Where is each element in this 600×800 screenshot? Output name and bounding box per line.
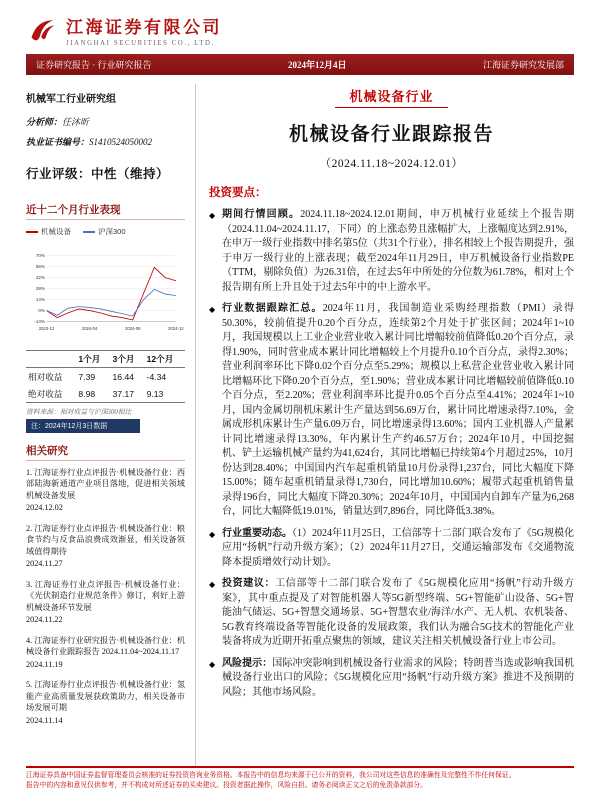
svg-text:56%: 56%	[35, 264, 45, 270]
machinery-series-swatch-icon	[26, 231, 38, 233]
report-title: 机械设备行业跟踪报告	[288, 124, 494, 145]
diamond-bullet-icon: ◆	[209, 211, 216, 220]
bullet-risk-warning	[209, 657, 574, 701]
legend-item-hs300	[83, 226, 126, 237]
svg-text:28%: 28%	[35, 286, 45, 292]
svg-text:0%: 0%	[38, 308, 45, 314]
svg-text:2024-04: 2024-04	[81, 325, 98, 331]
company-logo-row	[26, 13, 574, 47]
main-content	[196, 84, 574, 766]
performance-section-title: 近十二个月行业表现	[26, 202, 185, 220]
disclaimer-line-2: 报告中的内容和意见仅供参考，并不构成对所述证券的买卖建议。投资者据此操作，风险自担。请务必阅读正文之后的免责条款部分。	[26, 782, 428, 790]
performance-table	[26, 350, 185, 403]
related-item-title: 江海证券行业点评报告·机械设备行业：《光伏制造行业规范条件》修订，利好上游机械设备环节发展	[26, 579, 185, 612]
table-header-3m: 3个月	[111, 351, 145, 368]
bullet-industry-news	[209, 527, 574, 571]
related-item-num: 2.	[26, 523, 33, 533]
related-item-date: 2024.11.19	[26, 659, 63, 669]
related-research-title: 相关研究	[26, 443, 185, 461]
license-number: S1410524050002	[89, 137, 153, 147]
svg-text:70%: 70%	[35, 253, 45, 259]
bullet-lead: 行业数据跟踪汇总。	[222, 303, 323, 314]
bullet-text: 国际冲突影响到机械设备行业需求的风险；特朗普当选或影响我国机械设备行业出口的风险；《5G规模化应用“扬帆”行动升级方案》推进不及预期的风险；其他市场风险。	[222, 657, 575, 698]
sidebar	[26, 84, 196, 766]
table-row	[26, 368, 185, 386]
row-label-absolute: 绝对收益	[26, 385, 76, 403]
bullet-text: （1）2024年11月25日，工信部等十二部门联合发布了《5G规模化应用“扬帆”行动升级方案》；（2）2024年11月27日，交通运输部发布《交通物流降本提质增效行动计划》。	[222, 527, 574, 568]
relative-3m: 16.44	[112, 371, 135, 382]
row-label-relative: 相对收益	[28, 371, 63, 382]
key-points-title: 投资要点：	[209, 187, 267, 199]
content-area	[26, 84, 574, 766]
relative-12m: -4.34	[146, 371, 167, 382]
report-type-label: 证券研究报告 · 行业研究报告	[36, 60, 152, 70]
legend-label-machinery: 机械设备	[41, 227, 71, 236]
related-item-date: 2024.11.14	[26, 715, 63, 725]
related-item-date: 2024.11.27	[26, 559, 63, 569]
performance-chart	[26, 239, 185, 345]
related-item-title: 江海证券行业点评报告·机械设备行业：西部陆海新通道产业项目落地，促进相关领域机械设备发展	[26, 468, 186, 500]
absolute-3m: 37.17	[111, 385, 145, 403]
disclaimer-line-1: 江海证券具备中国证券监督管理委员会核准的证券投资咨询业务资格。本报告中的信息均来源于已公开的资料，我公司对这些信息的准确性及完整性不作任何保证。	[26, 771, 516, 779]
analyst-row	[26, 115, 185, 128]
report-type-bar	[26, 54, 574, 75]
rating-value: 中性（维持）	[91, 167, 170, 181]
svg-text:2023-12: 2023-12	[38, 325, 55, 331]
related-item-num: 1.	[26, 468, 33, 477]
bullet-investment-advice	[209, 577, 574, 650]
research-dept-label: 江海证券研究发展部	[482, 60, 564, 70]
table-header-blank	[26, 351, 76, 368]
diamond-bullet-icon: ◆	[209, 580, 216, 589]
related-item	[26, 523, 185, 570]
diamond-bullet-icon: ◆	[209, 659, 216, 669]
industry-label: 机械设备行业	[335, 89, 447, 108]
bullet-text: 工信部等十二部门联合发布了《5G规模化应用“扬帆”行动升级方案》，其中重点提及了对智能机器人等5G新型终端、5G+智能矿山设备、5G+智能油气储运、5G+智慧交通场景、5G+智慧农业/海洋/水产、无人机、农机装备、5G教育终端设备等智能化设备的发展政策，我们认为融合5G技术的智能化产业装备将成为近期开拓重点聚焦的领域，建议关注相关机械设备行业上市公司。	[222, 578, 574, 647]
bullet-text: 2024年11月，我国制造业采购经理指数（PMI）录得50.30%，较前值提升0.20个百分点，连续第2个月处于扩张区间；2024年1~10月，我国规模以上工业企业营业收入累计同比增幅较前值降低0.20个百分点，录得1.90%，同时营业成本累计同比增幅较上个月提升0.10个百分点，录得2.30%；营业利润率环比下降0.02个百分点至5.29%；规模以上私营企业营业收入累计同比增幅环比下降0.20个百分点，至1.90%；营业成本累计同比增幅较前值降低0.10个百分点，至2.20%；营业利润率环比提升0.05个百分点至4.41%；2024年1~10月，国内金属切削机床累计生产量达到56.69万台，累计同比增速录得7.10%，金属成形机床累计生产量6.09万台，同比增速录得13.60%；国内工业机器人产量累计同比增速录得13.30%，年内累计生产约46.57万台；2024年10月，中国挖掘机、铲土运输机械产量约为41,624台，其同比增幅已持续第4个月超过25%，10月份达到28.40%；中国国内汽车起重机销量10月份录得1,237台，同比大幅度下降15.00%；随车起重机销量录得1,730台，同比增加10.60%；履带式起重机销售量录得196台，同比大幅度下降20.30%；2024年10月，中国国内自卸车产量为6,268台，同比大幅降低19.01%，销量达到7,896台，同比降低3.38%。	[222, 303, 574, 517]
bullet-lead: 行业重要动态。	[222, 527, 293, 539]
related-item-num: 5.	[26, 680, 33, 690]
svg-text:2024-08: 2024-08	[125, 325, 141, 331]
related-item	[26, 579, 185, 626]
svg-text:42%: 42%	[35, 275, 45, 281]
analyst-label: 分析师：	[26, 117, 63, 127]
related-item-date: 2024.12.02	[26, 503, 63, 513]
research-group: 机械军工行业研究组	[26, 94, 116, 105]
rating-label: 行业评级：	[26, 167, 92, 181]
related-item-num: 3.	[26, 579, 33, 589]
related-item	[26, 635, 185, 670]
legend-label-hs300: 沪深300	[98, 227, 126, 236]
absolute-1m: 8.98	[76, 385, 110, 403]
svg-text:2024-12: 2024-12	[168, 325, 184, 331]
bullet-market-review	[209, 208, 574, 295]
related-item	[26, 679, 185, 726]
hs300-series-swatch-icon	[83, 231, 95, 233]
related-item-title: 江海证券行业点评报告·机械设备行业：氢能产业高质量发展获政策助力，相关设备市场发展可期	[26, 680, 186, 713]
table-header-12m: 12个月	[145, 351, 185, 368]
related-item-num: 4.	[26, 635, 33, 645]
table-header-row	[26, 351, 185, 368]
license-row	[26, 135, 185, 148]
related-item-title: 江海证券行业点评报告·机械设备行业：粮食节约与反食品浪费成效渐显，相关设备领域值得期待	[26, 523, 186, 556]
bullet-lead: 投资建议：	[222, 578, 276, 589]
relative-1m: 7.39	[78, 371, 96, 382]
related-item-date: 2024.11.22	[26, 615, 63, 625]
analyst-name: 任沐昕	[62, 117, 90, 127]
svg-text:-14%: -14%	[34, 319, 45, 325]
table-note-source: 资料来源：相对收益与沪深300相比	[26, 409, 132, 416]
diamond-bullet-icon: ◆	[209, 529, 216, 539]
footer-disclaimer	[26, 766, 574, 792]
table-row	[26, 385, 185, 403]
chart-legend	[26, 226, 185, 237]
industry-rating	[26, 164, 185, 182]
bullet-lead: 期间行情回顾。	[222, 209, 301, 220]
bullet-lead: 风险提示：	[222, 657, 273, 669]
company-name-en: JIANGHAI SECURITIES CO., LTD.	[66, 40, 215, 47]
license-label: 执业证书编号：	[26, 137, 90, 147]
report-period: （2024.11.18~2024.12.01）	[319, 158, 464, 170]
company-logo-icon	[26, 15, 58, 45]
absolute-12m: 9.13	[145, 385, 185, 403]
table-header-1m: 1个月	[76, 351, 110, 368]
report-date: 2024年12月4日	[287, 60, 347, 70]
industry-label-wrap	[209, 86, 574, 106]
company-name-block	[66, 13, 222, 47]
related-item-title: 江海证券行业研究报告·机械设备行业：机械设备行业跟踪报告 2024.11.04~2024.11.17	[26, 635, 186, 657]
svg-text:14%: 14%	[35, 297, 45, 303]
diamond-bullet-icon: ◆	[209, 305, 216, 314]
legend-item-machinery	[26, 226, 71, 237]
bullet-industry-data	[209, 302, 574, 520]
table-note-date: 注：2024年12月3日数据	[26, 419, 140, 433]
related-item	[26, 467, 185, 514]
company-name: 江海证券有限公司	[66, 18, 222, 37]
bullet-text: 2024.11.18~2024.12.01期间，申万机械行业延续上个报告期（2024.11.04~2024.11.17，下同）的上涨态势且涨幅扩大，上涨幅度达到2.91%，在申万一级行业指数中排名第5位（共31个行业），排名相较上个报告期提升，强于申万一级行业的上涨表现；截至2024年11月29日，申万机械设备行业指数PE（TTM，剔除负值）为26.31倍，在过去5年中所处的分位数为61.78%，相对上个报告期有所上升且处于过去5年中的中上游水平。	[222, 209, 574, 293]
page-header	[26, 13, 574, 75]
